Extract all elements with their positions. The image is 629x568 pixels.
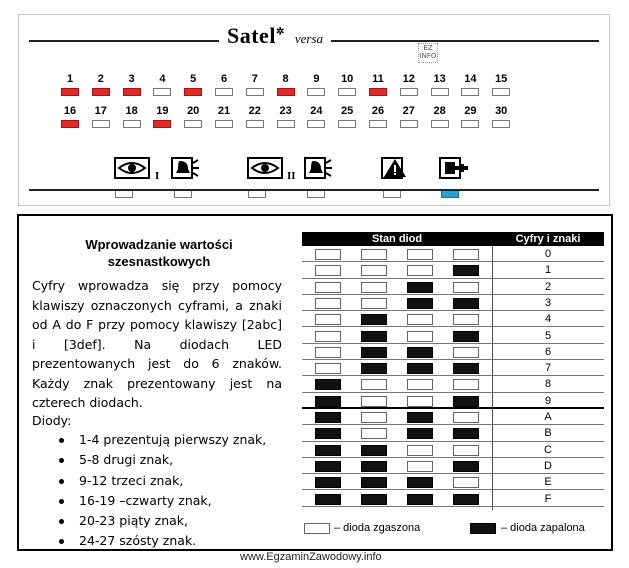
led-state-cell — [407, 363, 433, 374]
zone-led-label: 29 — [464, 105, 477, 117]
zone-led-label: 2 — [97, 73, 104, 85]
led-state-cell — [407, 298, 433, 309]
led-state-cell — [407, 265, 433, 276]
led-state-cell — [315, 282, 341, 293]
zone-led — [461, 88, 479, 96]
zone-led-label: 4 — [159, 73, 166, 85]
bell-icon-2 — [304, 157, 334, 179]
zone-led — [153, 120, 171, 128]
led-state-cell — [453, 412, 479, 423]
table-row — [302, 376, 604, 392]
led-state-cell — [315, 494, 341, 505]
led-state-cell — [453, 282, 479, 293]
digit-label: A — [544, 411, 552, 423]
zone-led-label: 23 — [279, 105, 292, 117]
keypad-panel — [18, 14, 610, 206]
zone-led-label: 30 — [495, 105, 508, 117]
zone-led — [184, 88, 202, 96]
table-row — [302, 328, 604, 344]
digit-label: E — [544, 476, 552, 489]
warning-icon — [381, 157, 413, 179]
led-state-cell — [453, 298, 479, 309]
list-item: 20-23 piąty znak, — [57, 511, 266, 531]
zone-led — [123, 120, 141, 128]
model-name: versa — [294, 31, 324, 46]
led-state-cell — [315, 265, 341, 276]
zone-led — [277, 88, 295, 96]
eye-icon-2 — [247, 157, 283, 179]
zone-led-label: 9 — [313, 73, 320, 85]
zone-led — [338, 88, 356, 96]
led-state-cell — [453, 347, 479, 358]
digit-label: 8 — [544, 378, 552, 391]
digit-label: 5 — [544, 329, 552, 342]
digit-label: D — [544, 459, 552, 472]
led-state-cell — [315, 314, 341, 325]
legend-on-label: – dioda zapalona — [501, 522, 585, 534]
led-state-cell — [453, 396, 479, 407]
partition-label-2: II — [287, 170, 296, 182]
info-icon: EZ INFO — [418, 43, 438, 63]
led-state-cell — [407, 314, 433, 325]
led-state-cell — [361, 445, 387, 456]
led-state-cell — [453, 363, 479, 374]
zone-led — [431, 88, 449, 96]
legend-off-label: – dioda zgaszona — [334, 522, 421, 534]
zone-led — [61, 88, 79, 96]
led-state-cell — [361, 379, 387, 390]
digit-label: 7 — [544, 362, 552, 375]
bell-icon — [171, 157, 201, 179]
zone-led-label: 28 — [433, 105, 446, 117]
led-state-cell — [315, 428, 341, 439]
zone-led — [246, 120, 264, 128]
zone-led-label: 15 — [495, 73, 508, 85]
wrench-icon — [439, 157, 471, 179]
led-state-cell — [315, 477, 341, 488]
zone-led-label: 5 — [190, 73, 197, 85]
led-state-cell — [361, 461, 387, 472]
led-state-cell — [453, 249, 479, 260]
info-title: Wprowadzanie wartości szesnastkowych — [85, 237, 233, 269]
list-item: 16-19 –czwarty znak, — [57, 491, 266, 511]
table-row — [302, 311, 604, 327]
led-state-cell — [407, 494, 433, 505]
table-row — [302, 491, 604, 507]
zone-led-label: 8 — [282, 73, 289, 85]
zone-led-label: 19 — [156, 105, 169, 117]
zone-led — [492, 88, 510, 96]
led-state-cell — [361, 298, 387, 309]
led-state-cell — [407, 461, 433, 472]
zone-led-label: 27 — [402, 105, 415, 117]
zone-led — [307, 120, 325, 128]
led-state-cell — [361, 347, 387, 358]
led-state-cell — [407, 347, 433, 358]
led-state-cell — [453, 494, 479, 505]
table-row — [302, 474, 604, 490]
digit-label: 0 — [544, 248, 552, 260]
led-state-cell — [361, 331, 387, 342]
table-legend — [302, 521, 604, 537]
led-state-cell — [315, 347, 341, 358]
table-row — [302, 409, 604, 425]
digit-label: C — [544, 443, 552, 456]
zone-led — [307, 88, 325, 96]
digit-label: B — [544, 427, 552, 440]
zone-led — [153, 88, 171, 96]
table-row — [302, 393, 604, 409]
led-state-cell — [407, 282, 433, 293]
digit-label: 1 — [544, 264, 552, 277]
zone-led — [92, 88, 110, 96]
header-led-state: Stan diod — [371, 233, 423, 245]
zone-led-label: 20 — [187, 105, 200, 117]
table-row — [302, 360, 604, 376]
brand-logo — [219, 23, 331, 49]
legend-on-swatch — [470, 523, 496, 534]
led-state-cell — [453, 314, 479, 325]
digit-label: 9 — [544, 394, 552, 407]
table-row — [302, 442, 604, 458]
zone-led-label: 17 — [94, 105, 107, 117]
led-state-cell — [453, 445, 479, 456]
zone-led — [461, 120, 479, 128]
zone-led-label: 12 — [402, 73, 415, 85]
zone-led — [246, 88, 264, 96]
diodes-label: Diody: — [32, 413, 72, 428]
table-header — [302, 232, 604, 246]
led-state-cell — [453, 428, 479, 439]
table-divider — [492, 246, 493, 510]
digit-label: F — [544, 492, 552, 505]
led-state-cell — [407, 428, 433, 439]
led-state-cell — [315, 461, 341, 472]
zone-led — [400, 120, 418, 128]
zone-led — [61, 120, 79, 128]
led-state-cell — [407, 477, 433, 488]
zone-led-label: 22 — [248, 105, 261, 117]
brand-name: Satel✲ — [227, 23, 285, 48]
table-row — [302, 344, 604, 360]
zone-led — [400, 88, 418, 96]
zone-led-label: 26 — [371, 105, 385, 117]
led-state-cell — [407, 412, 433, 423]
zone-led — [215, 120, 233, 128]
led-state-cell — [407, 379, 433, 390]
digit-label: 4 — [544, 313, 552, 326]
zone-led — [492, 120, 510, 128]
led-state-cell — [407, 331, 433, 342]
zone-led-label: 11 — [372, 73, 384, 85]
led-state-cell — [315, 331, 341, 342]
zone-led-label: 14 — [464, 73, 477, 85]
led-state-cell — [453, 265, 479, 276]
table-row — [302, 262, 604, 278]
table-row — [302, 458, 604, 474]
table-row — [302, 295, 604, 311]
led-state-cell — [361, 428, 387, 439]
led-state-cell — [315, 298, 341, 309]
panel-bottom-line — [29, 189, 599, 191]
led-state-cell — [361, 249, 387, 260]
zone-led — [277, 120, 295, 128]
list-item: 9-12 trzeci znak, — [57, 471, 266, 491]
zone-led-label: 25 — [341, 105, 354, 117]
led-state-cell — [315, 249, 341, 260]
zone-led-label: 24 — [310, 105, 323, 117]
zone-led — [184, 120, 202, 128]
info-description: Cyfry wprowadza się przy pomocy klawiszy oznaczonych cyframi, a znaki od A do F przy pomocy klawiszy [2abc] i [3def]. Na diodach LED prezentowanych jest do 6 znaków. Każdy znak prezentowany jest na czterech diodach. — [32, 278, 282, 410]
led-state-cell — [407, 396, 433, 407]
digit-label: 2 — [544, 280, 552, 293]
led-state-cell — [361, 314, 387, 325]
diodes-list — [57, 430, 266, 552]
led-state-cell — [361, 412, 387, 423]
led-state-cell — [361, 477, 387, 488]
site-credit: www.EgzaminZawodowy.info — [240, 551, 382, 563]
led-state-cell — [361, 396, 387, 407]
header-digits: Cyfry i znaki — [515, 233, 581, 245]
list-item: 1-4 prezentują pierwszy znak, — [57, 430, 266, 450]
zone-led — [338, 120, 356, 128]
led-state-cell — [453, 477, 479, 488]
zone-led-label: 1 — [66, 73, 74, 85]
eye-icon — [114, 157, 150, 179]
led-state-cell — [453, 331, 479, 342]
zone-led-label: 7 — [251, 73, 258, 85]
led-state-cell — [407, 445, 433, 456]
zone-led-label: 16 — [63, 105, 77, 117]
led-state-cell — [315, 363, 341, 374]
hex-entry-info-box — [17, 214, 613, 551]
legend-off-swatch — [304, 523, 330, 534]
zone-led — [431, 120, 449, 128]
digit-label: 6 — [544, 345, 552, 358]
zone-led-label: 21 — [217, 105, 231, 117]
led-state-cell — [361, 282, 387, 293]
list-item: 5-8 drugi znak, — [57, 450, 266, 470]
zone-led-label: 3 — [128, 73, 135, 85]
partition-label-1: I — [155, 170, 160, 182]
zone-led — [369, 120, 387, 128]
zone-led-label: 10 — [341, 73, 354, 85]
led-state-cell — [361, 363, 387, 374]
zone-led — [123, 88, 141, 96]
zone-led-label: 6 — [220, 73, 228, 85]
table-row — [302, 425, 604, 441]
led-state-cell — [315, 396, 341, 407]
table-row — [302, 279, 604, 295]
led-state-cell — [315, 445, 341, 456]
table-row — [302, 246, 604, 262]
led-state-cell — [361, 265, 387, 276]
zone-led — [92, 120, 110, 128]
digit-label: 3 — [544, 296, 552, 309]
zone-led — [369, 88, 387, 96]
zone-led-label: 18 — [125, 105, 138, 117]
led-state-cell — [407, 249, 433, 260]
led-state-cell — [453, 379, 479, 390]
led-state-cell — [315, 412, 341, 423]
zone-led — [215, 88, 233, 96]
list-item: 24-27 szósty znak. — [57, 531, 266, 551]
zone-led-label: 13 — [433, 73, 446, 85]
led-state-cell — [453, 461, 479, 472]
led-state-cell — [315, 379, 341, 390]
led-state-cell — [361, 494, 387, 505]
